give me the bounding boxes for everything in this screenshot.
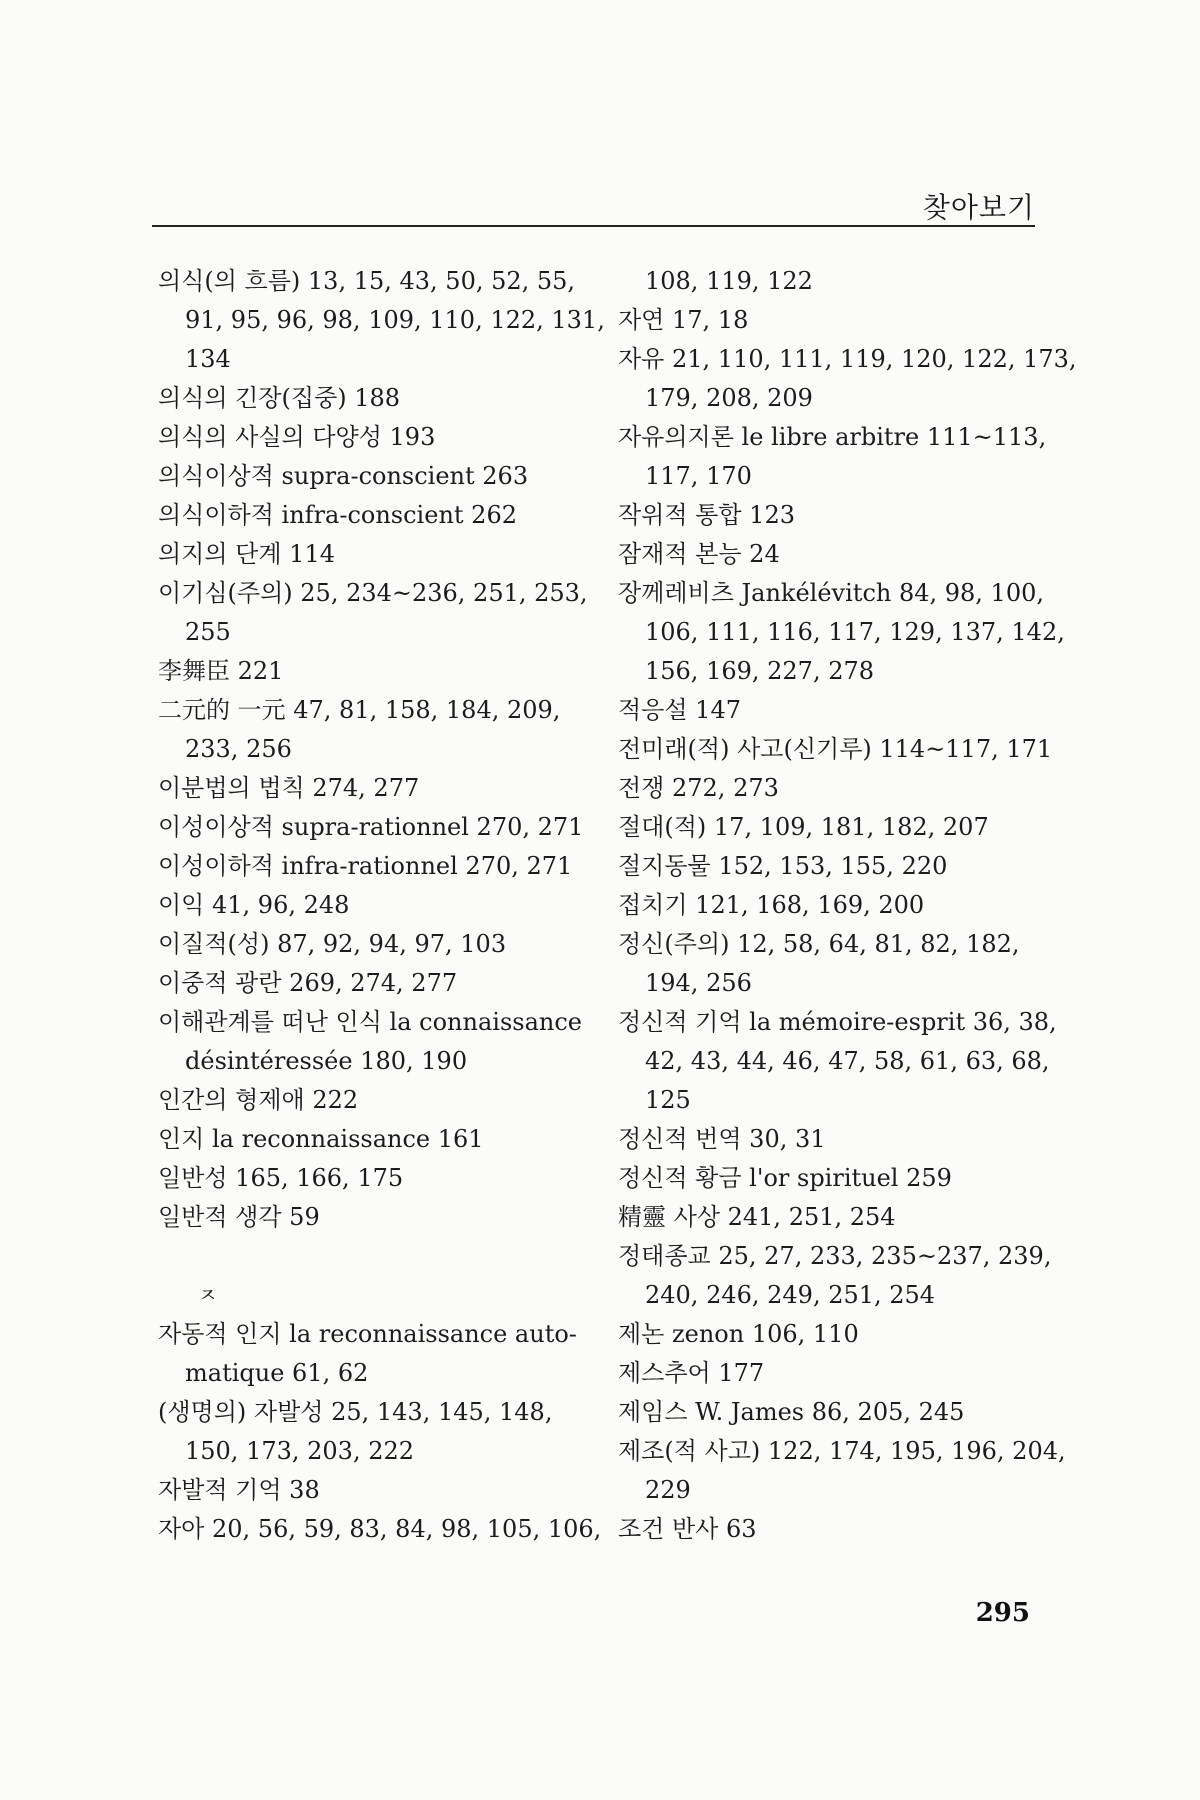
- index-entry: 정신적 번역 30, 31: [618, 1125, 826, 1153]
- index-entry: 일반성 165, 166, 175: [158, 1164, 404, 1192]
- index-entry: 이기심(주의) 25, 234~236, 251, 253,: [158, 579, 588, 607]
- index-entry-continuation: 106, 111, 116, 117, 129, 137, 142,: [645, 618, 1065, 646]
- index-entry-continuation: 233, 256: [185, 735, 292, 763]
- index-entry-continuation: désintéressée 180, 190: [185, 1047, 468, 1075]
- index-entry-continuation: 108, 119, 122: [645, 267, 813, 295]
- index-entry: 이익 41, 96, 248: [158, 891, 350, 919]
- index-entry-continuation: 150, 173, 203, 222: [185, 1437, 415, 1465]
- index-entry: 제조(적 사고) 122, 174, 195, 196, 204,: [618, 1437, 1066, 1465]
- index-entry: 의식의 긴장(집중) 188: [158, 384, 401, 412]
- index-entry: 자동적 인지 la reconnaissance auto-: [158, 1320, 577, 1348]
- index-entry-continuation: 240, 246, 249, 251, 254: [645, 1281, 936, 1309]
- index-entry-continuation: 229: [645, 1476, 691, 1504]
- index-entry: 이성이상적 supra-rationnel 270, 271: [158, 813, 584, 841]
- index-entry: 이해관계를 떠난 인식 la connaissance: [158, 1008, 582, 1036]
- index-entry: 의식의 사실의 다양성 193: [158, 423, 436, 451]
- index-entry-continuation: 255: [185, 618, 231, 646]
- index-entry: 자아 20, 56, 59, 83, 84, 98, 105, 106,: [158, 1515, 602, 1543]
- index-entry-continuation: 179, 208, 209: [645, 384, 813, 412]
- index-entry: 정태종교 25, 27, 233, 235~237, 239,: [618, 1242, 1052, 1270]
- index-entry-continuation: 42, 43, 44, 46, 47, 58, 61, 63, 68,: [645, 1047, 1050, 1075]
- index-entry: 일반적 생각 59: [158, 1203, 320, 1231]
- page-number: 295: [975, 1598, 1030, 1628]
- index-entry: 장께레비츠 Jankélévitch 84, 98, 100,: [618, 579, 1044, 607]
- index-entry: 접치기 121, 168, 169, 200: [618, 891, 925, 919]
- index-entry: 작위적 통합 123: [618, 501, 795, 529]
- index-entry: 이중적 광란 269, 274, 277: [158, 969, 458, 997]
- section-heading: ㅈ: [198, 1283, 218, 1307]
- index-entry: 이질적(성) 87, 92, 94, 97, 103: [158, 930, 507, 958]
- index-entry: 자발적 기억 38: [158, 1476, 320, 1504]
- index-entry: 정신적 황금 l'or spirituel 259: [618, 1164, 952, 1192]
- index-entry: 절대(적) 17, 109, 181, 182, 207: [618, 813, 989, 841]
- index-entry-continuation: matique 61, 62: [185, 1359, 369, 1387]
- index-entry: 전쟁 272, 273: [618, 774, 779, 802]
- running-header: 찾아보기: [922, 191, 1035, 224]
- index-entry: 제논 zenon 106, 110: [618, 1320, 859, 1348]
- index-entry: 제임스 W. James 86, 205, 245: [618, 1398, 965, 1426]
- index-entry: 精靈 사상 241, 251, 254: [618, 1203, 896, 1231]
- index-entry: 인간의 형제애 222: [158, 1086, 359, 1114]
- index-entry: 자연 17, 18: [618, 306, 749, 334]
- section-spacer: [158, 1237, 598, 1276]
- header-rule: [152, 225, 1035, 227]
- index-entry: 조건 반사 63: [618, 1515, 757, 1543]
- index-entry: 전미래(적) 사고(신기루) 114~117, 171: [618, 735, 1053, 763]
- index-entry: 의식이하적 infra-conscient 262: [158, 501, 517, 529]
- index-entry-continuation: 134: [185, 345, 231, 373]
- index-entry: 李舞臣 221: [158, 657, 284, 685]
- index-entry: 절지동물 152, 153, 155, 220: [618, 852, 948, 880]
- index-entry: 적응설 147: [618, 696, 741, 724]
- index-entry-continuation: 125: [645, 1086, 691, 1114]
- index-entry-continuation: 194, 256: [645, 969, 752, 997]
- index-entry: (생명의) 자발성 25, 143, 145, 148,: [158, 1398, 553, 1426]
- index-entry: 이분법의 법칙 274, 277: [158, 774, 420, 802]
- index-entry: 잠재적 본능 24: [618, 540, 780, 568]
- index-entry: 제스추어 177: [618, 1359, 765, 1387]
- index-entry: 二元的 一元 47, 81, 158, 184, 209,: [158, 696, 561, 724]
- index-entry: 자유의지론 le libre arbitre 111~113,: [618, 423, 1047, 451]
- left-index-column: [158, 262, 605, 1549]
- index-entry: 정신(주의) 12, 58, 64, 81, 82, 182,: [618, 930, 1020, 958]
- index-entry: 의지의 단계 114: [158, 540, 335, 568]
- right-index-column: [618, 262, 1077, 1549]
- index-entry: 의식이상적 supra-conscient 263: [158, 462, 529, 490]
- index-entry: 정신적 기억 la mémoire-esprit 36, 38,: [618, 1008, 1057, 1036]
- index-entry: 인지 la reconnaissance 161: [158, 1125, 484, 1153]
- index-entry-continuation: 91, 95, 96, 98, 109, 110, 122, 131,: [185, 306, 605, 334]
- index-entry: 이성이하적 infra-rationnel 270, 271: [158, 852, 573, 880]
- index-entry-continuation: 156, 169, 227, 278: [645, 657, 875, 685]
- index-entry: 자유 21, 110, 111, 119, 120, 122, 173,: [618, 345, 1077, 373]
- index-entry: 의식(의 흐름) 13, 15, 43, 50, 52, 55,: [158, 267, 576, 295]
- index-entry-continuation: 117, 170: [645, 462, 752, 490]
